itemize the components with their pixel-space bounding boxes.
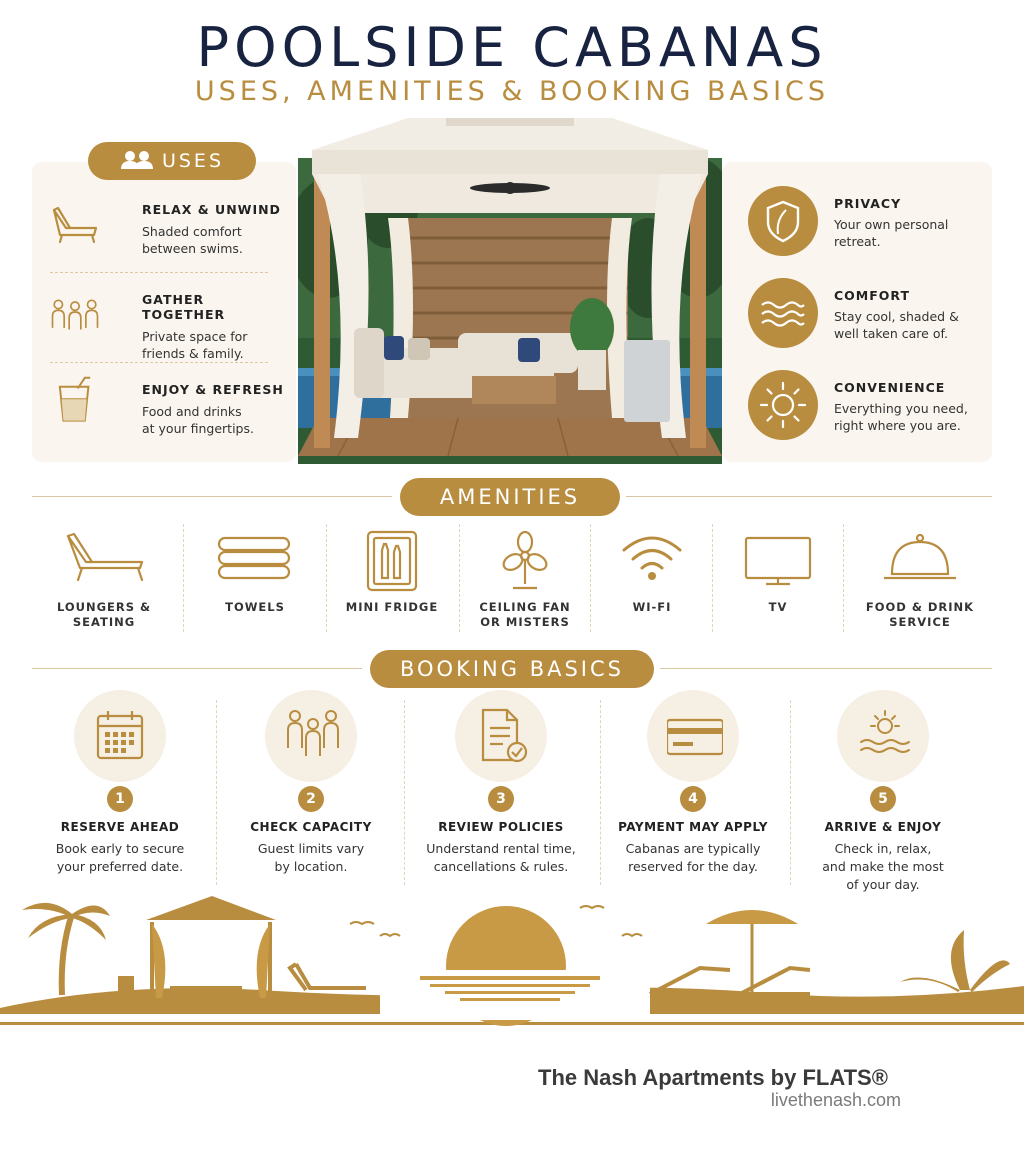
credit-card-icon	[667, 708, 723, 764]
step-desc-line1: Check in, relax,	[834, 841, 932, 856]
step-number: 2	[298, 786, 324, 812]
people-icon	[50, 292, 100, 342]
benefit-title: PRIVACY	[834, 196, 902, 211]
step-number: 3	[488, 786, 514, 812]
use-desc-line1: Food and drinks	[142, 404, 242, 419]
divider	[50, 272, 268, 273]
amenity-label-line1: WI-FI	[632, 600, 672, 614]
divider	[660, 668, 992, 669]
amenities-pill: AMENITIES	[400, 478, 620, 516]
amenity-tv	[716, 526, 840, 636]
step-title: ARRIVE & ENJOY	[824, 820, 942, 834]
booking-pill: BOOKING BASICS	[370, 650, 654, 688]
shield-icon	[748, 186, 818, 256]
divider	[459, 524, 460, 632]
step-desc-line2: cancellations & rules.	[433, 859, 569, 874]
beach-scene-illustration	[0, 890, 1024, 1030]
sunset-icon	[857, 708, 913, 764]
use-desc-line1: Private space for	[142, 329, 248, 344]
use-title: GATHER TOGETHER	[142, 292, 226, 322]
amenity-label-line1: TV	[768, 600, 788, 614]
use-desc-line2: between swims.	[142, 241, 243, 256]
tv-icon	[736, 530, 820, 586]
amenity-towels	[190, 526, 320, 636]
use-desc-line2: friends & family.	[142, 346, 244, 361]
benefit-desc-line1: Everything you need,	[834, 401, 968, 416]
group-icon	[285, 708, 341, 764]
divider	[50, 362, 268, 363]
divider	[32, 496, 392, 497]
wifi-icon	[610, 530, 694, 586]
amenity-loungers	[36, 526, 172, 636]
amenity-label-line1: LOUNGERS &	[56, 600, 152, 614]
amenity-label-line1: MINI FRIDGE	[345, 600, 439, 614]
step-desc-line1: Guest limits vary	[257, 841, 365, 856]
cabana-photo	[298, 118, 722, 464]
step-title: REVIEW POLICIES	[438, 820, 564, 834]
benefit-badge	[748, 186, 818, 256]
step-desc-line1: Book early to secure	[55, 841, 185, 856]
amenity-label-line1: CEILING FAN	[479, 600, 571, 614]
step-title: RESERVE AHEAD	[60, 820, 180, 834]
divider	[712, 524, 713, 632]
amenity-label-line1: TOWELS	[225, 600, 285, 614]
booking-step-4	[603, 690, 783, 876]
booking-step-3	[411, 690, 591, 876]
benefit-badge	[748, 370, 818, 440]
cloche-icon	[878, 530, 962, 586]
use-title: ENJOY & REFRESH	[142, 382, 284, 397]
benefit-title: CONVENIENCE	[834, 380, 946, 395]
step-desc-line2: and make the most	[822, 859, 944, 874]
divider	[404, 700, 405, 885]
benefit-title: COMFORT	[834, 288, 910, 303]
drink-icon	[50, 376, 100, 426]
amenity-food-service	[850, 526, 990, 636]
lounger-icon	[62, 530, 146, 586]
step-number: 4	[680, 786, 706, 812]
divider	[843, 524, 844, 632]
document-check-icon	[475, 708, 531, 764]
booking-step-5	[793, 690, 973, 894]
amenity-mini-fridge	[330, 526, 454, 636]
booking-step-2	[221, 690, 401, 876]
amenity-label-line2: OR MISTERS	[480, 615, 570, 629]
amenity-wifi	[594, 526, 710, 636]
waves-icon	[748, 278, 818, 348]
step-title: PAYMENT MAY APPLY	[618, 820, 768, 834]
step-title: CHECK CAPACITY	[250, 820, 372, 834]
step-number: 1	[107, 786, 133, 812]
use-desc-line1: Shaded comfort	[142, 224, 242, 239]
uses-label: USES	[161, 150, 225, 172]
use-title: RELAX & UNWIND	[142, 202, 281, 217]
divider	[590, 524, 591, 632]
step-desc-line2: reserved for the day.	[628, 859, 758, 874]
calendar-icon	[94, 708, 146, 764]
use-desc-line2: at your fingertips.	[142, 421, 254, 436]
lounger-icon	[50, 202, 100, 252]
step-desc-line3: of your day.	[846, 877, 920, 892]
benefit-desc-line2: well taken care of.	[834, 326, 948, 341]
mini-fridge-icon	[350, 530, 434, 592]
footer-brand: The Nash Apartments by FLATS®	[538, 1065, 888, 1090]
benefit-desc-line1: Stay cool, shaded &	[834, 309, 959, 324]
divider	[326, 524, 327, 632]
divider	[600, 700, 601, 885]
footer-url-link[interactable]: livethenash.com	[770, 1090, 901, 1110]
step-desc-line1: Cabanas are typically	[625, 841, 761, 856]
people-icon	[120, 150, 154, 170]
divider	[626, 496, 992, 497]
benefit-desc-line1: Your own personal	[834, 217, 949, 232]
step-desc-line2: by location.	[274, 859, 348, 874]
benefit-badge	[748, 278, 818, 348]
page-subtitle: USES, AMENITIES & BOOKING BASICS	[194, 76, 830, 107]
amenity-label-line2: SERVICE	[889, 615, 951, 629]
step-desc-line2: your preferred date.	[56, 859, 184, 874]
step-desc-line1: Understand rental time,	[426, 841, 576, 856]
divider	[183, 524, 184, 632]
benefit-desc-line2: right where you are.	[834, 418, 961, 433]
divider	[32, 668, 362, 669]
booking-step-1	[30, 690, 210, 876]
amenity-ceiling-fan	[462, 526, 588, 636]
step-number: 5	[870, 786, 896, 812]
divider	[216, 700, 217, 885]
amenity-label-line1: FOOD & DRINK	[865, 600, 975, 614]
fan-icon	[483, 530, 567, 592]
amenity-label-line2: SEATING	[72, 615, 136, 629]
towels-icon	[213, 530, 297, 586]
benefit-desc-line2: retreat.	[834, 234, 881, 249]
page-title: POOLSIDE CABANAS	[196, 16, 828, 79]
sun-icon	[748, 370, 818, 440]
uses-pill	[88, 142, 256, 180]
divider	[790, 700, 791, 885]
